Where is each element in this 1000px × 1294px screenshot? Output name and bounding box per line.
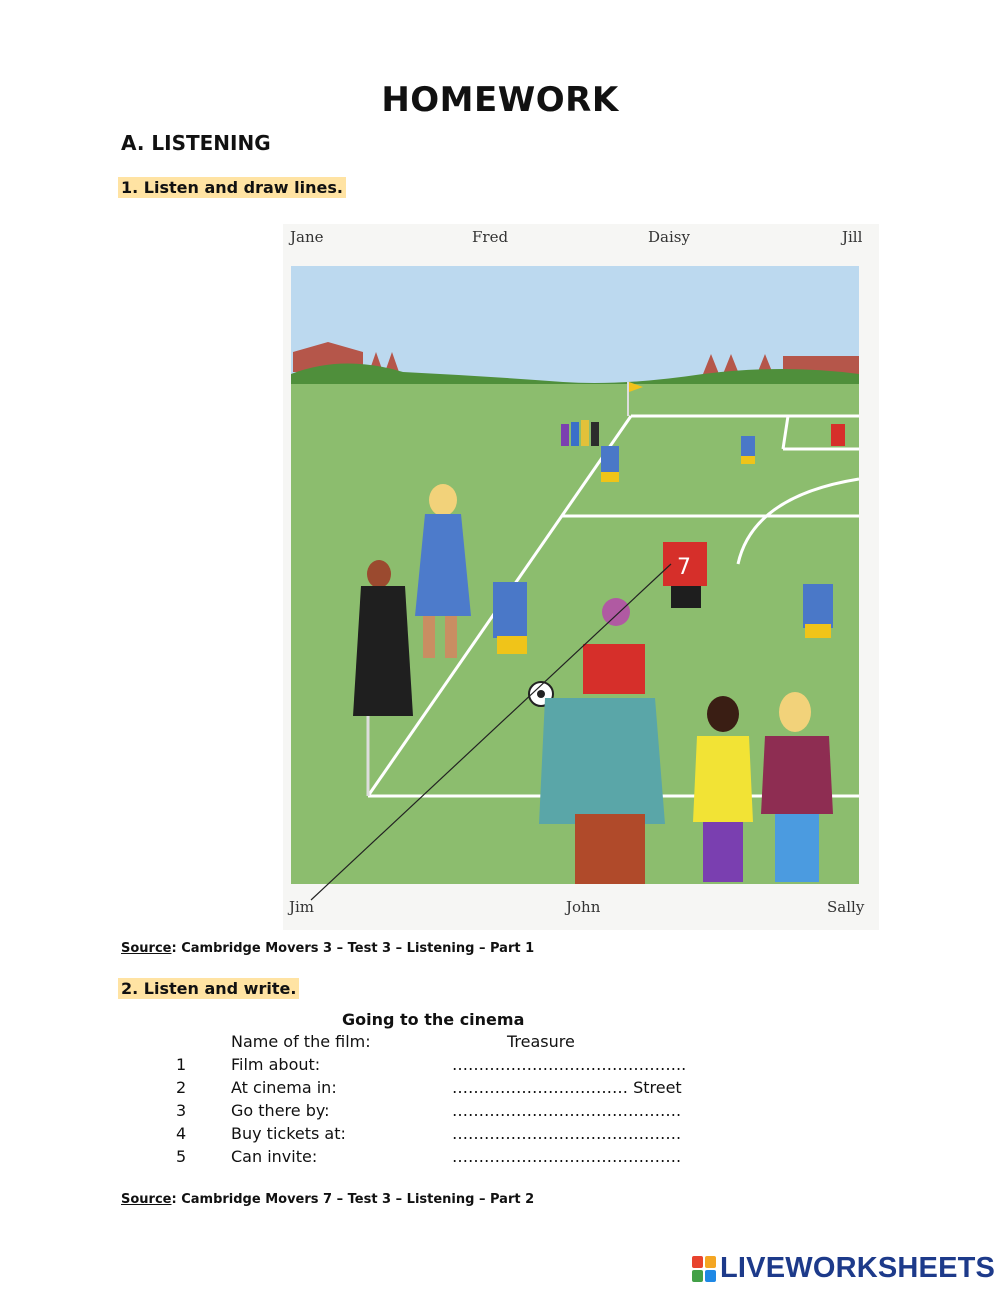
svg-text:7: 7	[677, 555, 691, 580]
exercise-1-instruction: 1. Listen and draw lines.	[118, 178, 346, 197]
exercise-2-instruction: 2. Listen and write.	[118, 979, 299, 998]
row-number: 5	[176, 1147, 187, 1166]
football-match-picture	[283, 224, 879, 930]
picture-name-sally: Sally	[827, 898, 865, 916]
liveworksheets-logo[interactable]	[692, 1252, 996, 1286]
row-label: Buy tickets at:	[231, 1124, 346, 1143]
form-title: Going to the cinema	[342, 1010, 525, 1029]
answer-field[interactable]: …………………………………….	[452, 1147, 682, 1166]
picture-name-fred: Fred	[472, 228, 509, 246]
row-number: 2	[176, 1078, 187, 1097]
picture-name-jill: Jill	[842, 228, 863, 246]
section-heading-listening: A. LISTENING	[121, 131, 271, 155]
picture-name-daisy: Daisy	[648, 228, 690, 246]
row-label: Go there by:	[231, 1101, 330, 1120]
row-number: 3	[176, 1101, 187, 1120]
row-label: Can invite:	[231, 1147, 318, 1166]
answer-field[interactable]: …………………………………….	[452, 1124, 682, 1143]
page-title: HOMEWORK	[381, 80, 619, 120]
example-label: Name of the film:	[231, 1032, 371, 1051]
row-number: 4	[176, 1124, 187, 1143]
picture-name-john: John	[566, 898, 601, 916]
logo-text: LIVEWORKSHEETS	[720, 1252, 996, 1284]
picture-name-jim: Jim	[289, 898, 315, 916]
source-note-2: Source: Cambridge Movers 7 – Test 3 – Listening – Part 2	[121, 1192, 535, 1207]
answer-field[interactable]: ……………………………………..	[452, 1055, 687, 1074]
row-label: At cinema in:	[231, 1078, 337, 1097]
row-number: 1	[176, 1055, 187, 1074]
answer-field[interactable]: …………………………… Street	[452, 1078, 682, 1097]
logo-icon	[692, 1256, 716, 1282]
source-note-1: Source: Cambridge Movers 3 – Test 3 – Listening – Part 1	[121, 941, 535, 956]
row-label: Film about:	[231, 1055, 321, 1074]
football-scene-illustration	[283, 224, 879, 930]
example-answer: Treasure	[507, 1032, 575, 1051]
answer-field[interactable]: …………………………………….	[452, 1101, 682, 1120]
picture-name-jane: Jane	[290, 228, 324, 246]
